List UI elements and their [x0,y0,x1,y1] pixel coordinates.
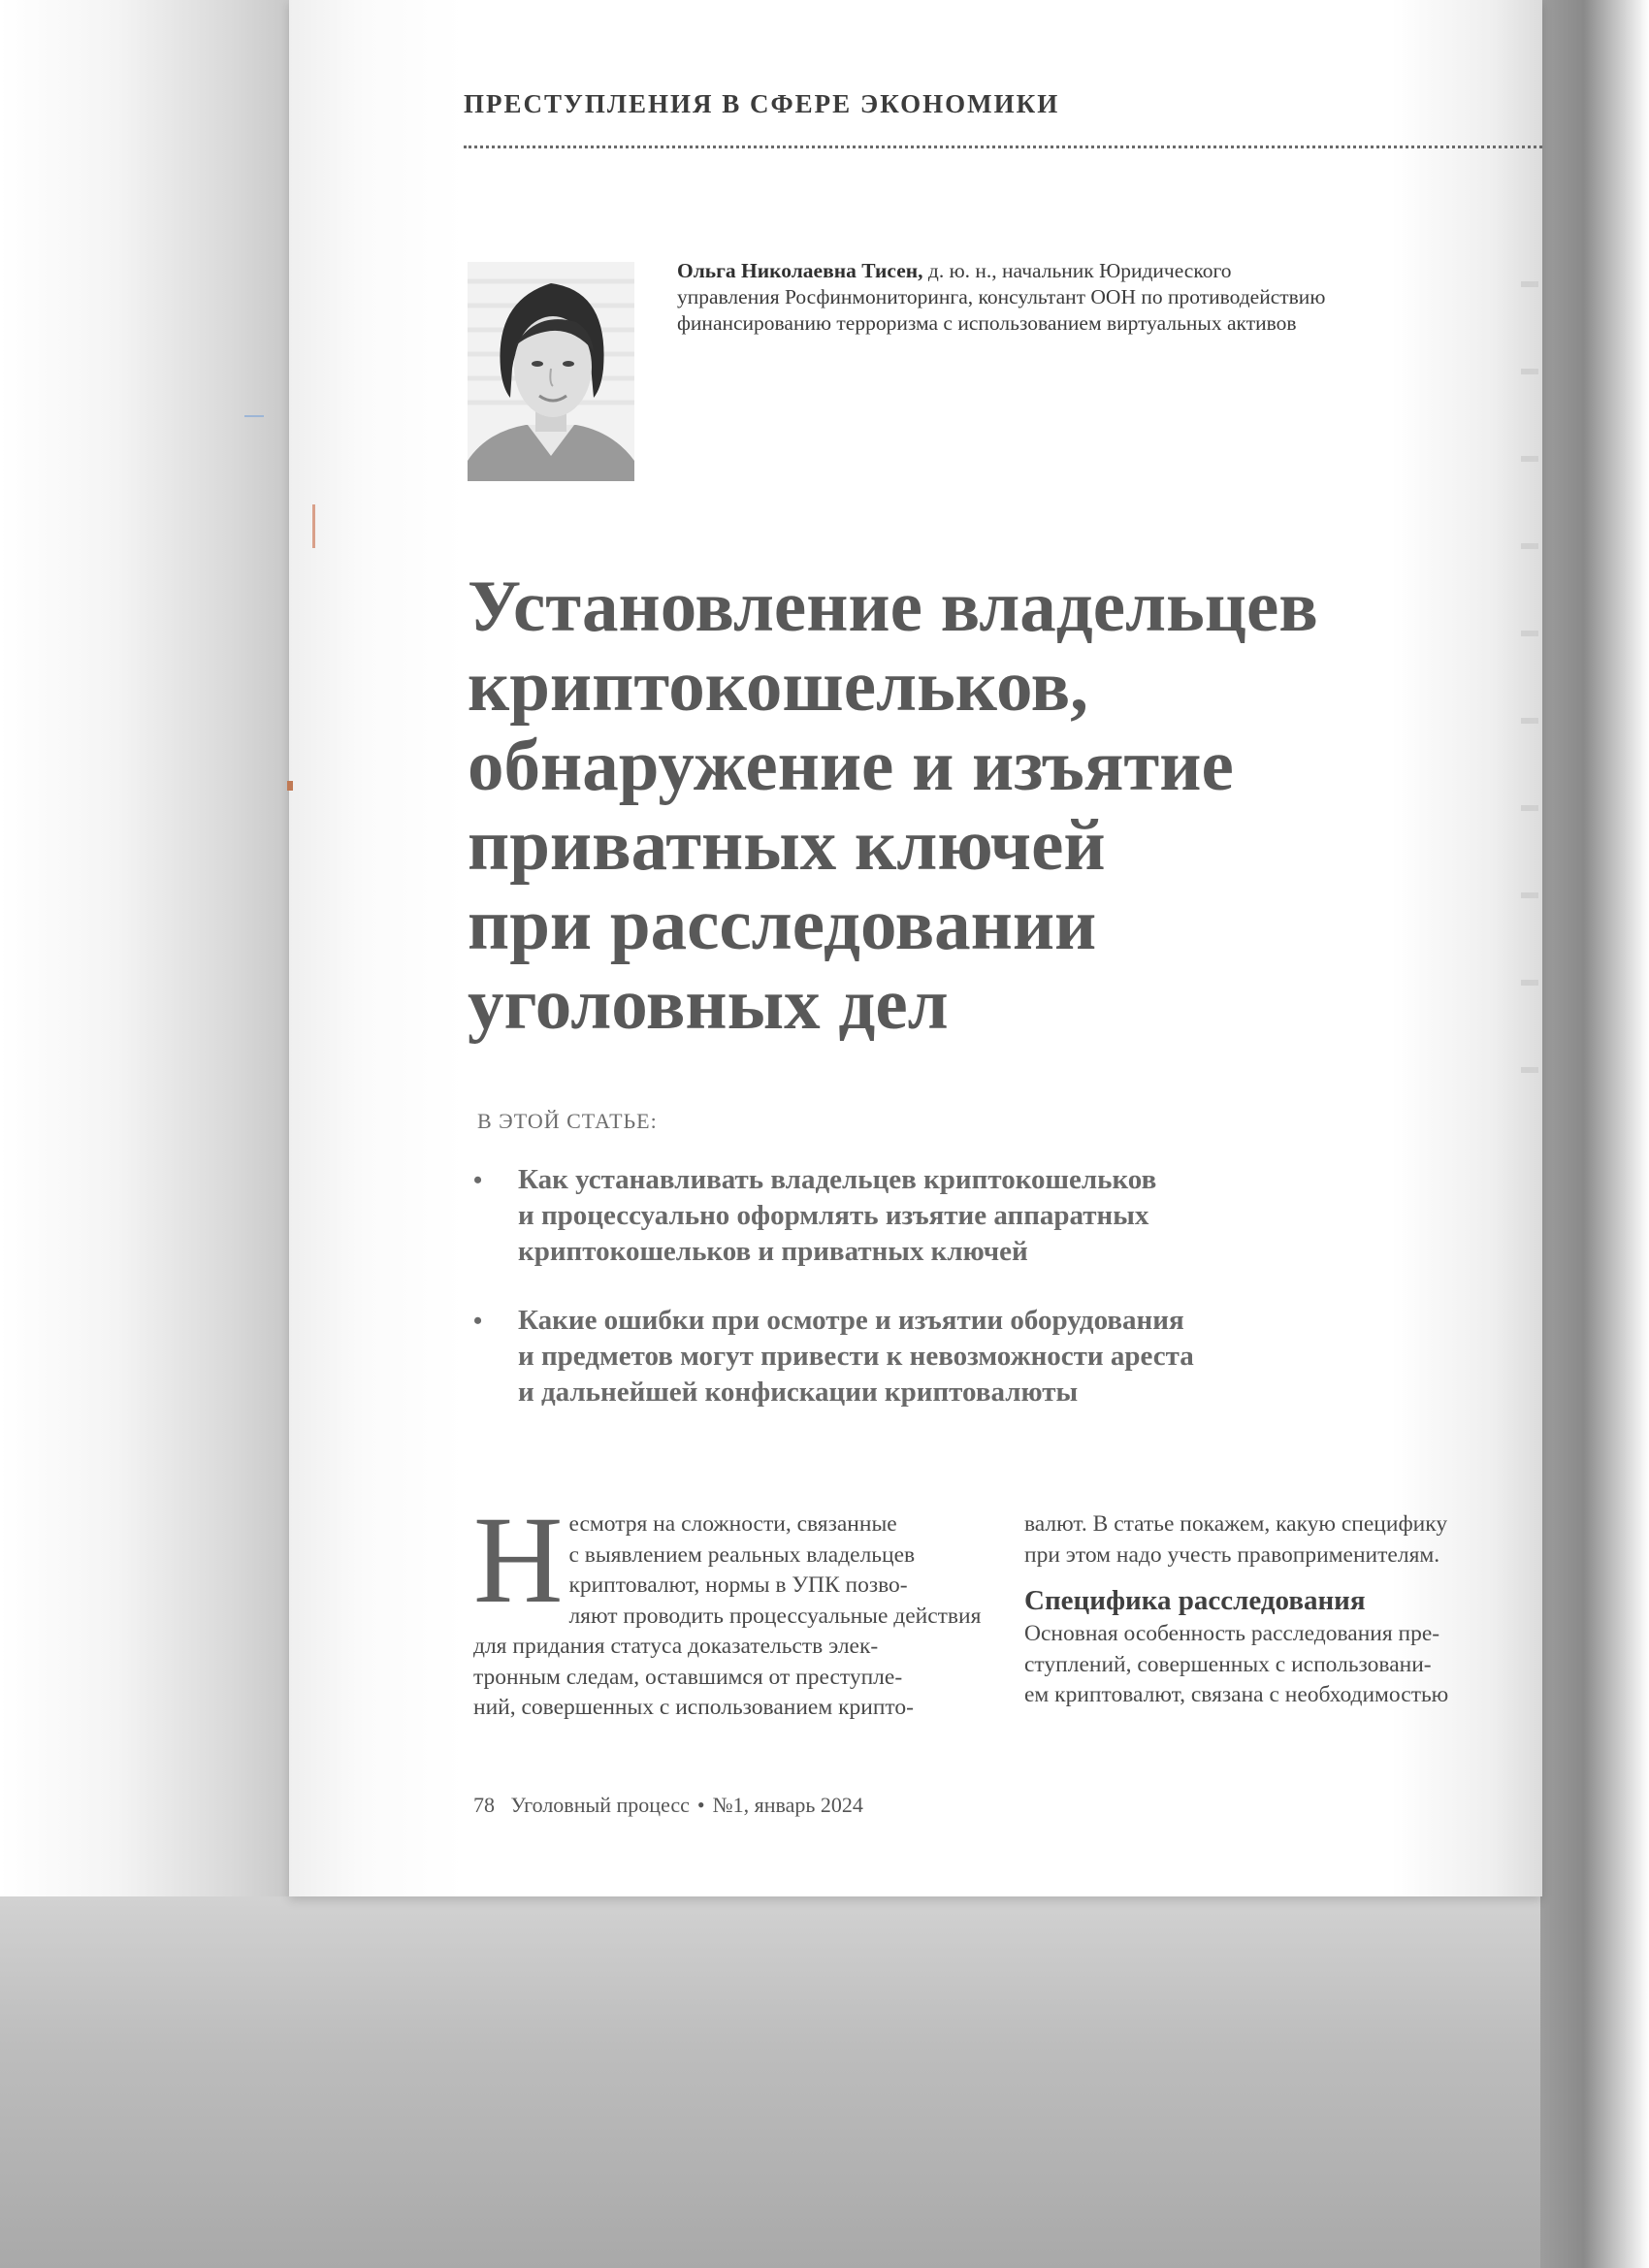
list-item-line: и предметов могут привести к невозможности ареста [518,1341,1194,1372]
scan-artifact-mark [287,781,293,791]
list-item [473,1162,1502,1270]
body-line: валют. В статье покажем, какую специфику [1024,1511,1448,1537]
scan-bottom-margin [0,1896,1649,2268]
author-bio [677,258,1511,337]
list-item [473,1303,1502,1410]
body-line: для придания статуса доказательств элек- [473,1634,879,1659]
title-line: криптокошельков, [468,646,1088,727]
facing-page-edge [1521,243,1538,1116]
section-subheading: Специфика расследования [1024,1585,1366,1616]
list-item-line: и процессуально оформлять изъятие аппаратных [518,1200,1149,1231]
list-item-line: Как устанавливать владельцев криптокошельков [518,1164,1157,1195]
title-line: уголовных дел [468,964,949,1045]
in-article-list [473,1162,1502,1443]
body-line: при этом надо учесть правоприменителям. [1024,1541,1440,1568]
title-line: Установление владельцев [468,567,1318,647]
scan-artifact-mark [244,415,264,417]
section-header: ПРЕСТУПЛЕНИЯ В СФЕРЕ ЭКОНОМИКИ [464,89,1060,118]
bullet-icon: • [473,1166,483,1194]
body-line: ляют проводить процессуальные действия [568,1603,982,1629]
body-column-left [473,1491,987,1724]
author-bio-line: д. ю. н., начальник Юридического [922,259,1232,282]
body-line: есмотря на сложности, связанные [568,1511,897,1537]
author-bio-line: управления Росфинмониторинга, консультант ООН по противодействию [677,285,1326,308]
body-column-right [1024,1509,1538,1711]
page-footer [473,1793,863,1818]
header-divider [464,146,1542,148]
body-line: ний, совершенных с использованием крипто- [473,1695,914,1720]
title-line: приватных ключей [468,805,1106,886]
body-line: с выявлением реальных владельцев [568,1541,916,1568]
page-number: 78 [473,1793,495,1817]
author-name: Ольга Николаевна Тисен, [677,259,923,282]
body-line: ем криптовалют, связана с необходимостью [1024,1682,1449,1707]
body-line: криптовалют, нормы в УПК позво- [568,1572,908,1598]
footer-separator: • [696,1793,705,1817]
bullet-icon: • [473,1307,483,1335]
drop-cap: Н [473,1491,564,1629]
body-line: Основная особенность расследования пре- [1024,1621,1440,1646]
list-item-line: и дальнейшей конфискации криптовалюты [518,1377,1079,1408]
list-item-line: Какие ошибки при осмотре и изъятии оборудования [518,1305,1184,1336]
scan-right-margin [1540,0,1649,2268]
scan-artifact-mark [312,504,315,548]
title-line: обнаружение и изъятие [468,726,1234,806]
title-line: при расследовании [468,885,1097,965]
body-line: тронным следам, оставшимся от преступле- [473,1664,903,1690]
journal-name: Уголовный процесс [510,1793,690,1817]
in-article-label: В ЭТОЙ СТАТЬЕ: [477,1109,658,1133]
body-line: ступлений, совершенных с использовани- [1024,1651,1432,1677]
list-item-line: криптокошельков и приватных ключей [518,1236,1028,1267]
journal-issue: №1, январь 2024 [712,1793,863,1817]
article-title [468,567,1515,1045]
author-bio-line: финансированию терроризма с использованием виртуальных активов [677,311,1297,335]
author-photo [468,262,634,481]
